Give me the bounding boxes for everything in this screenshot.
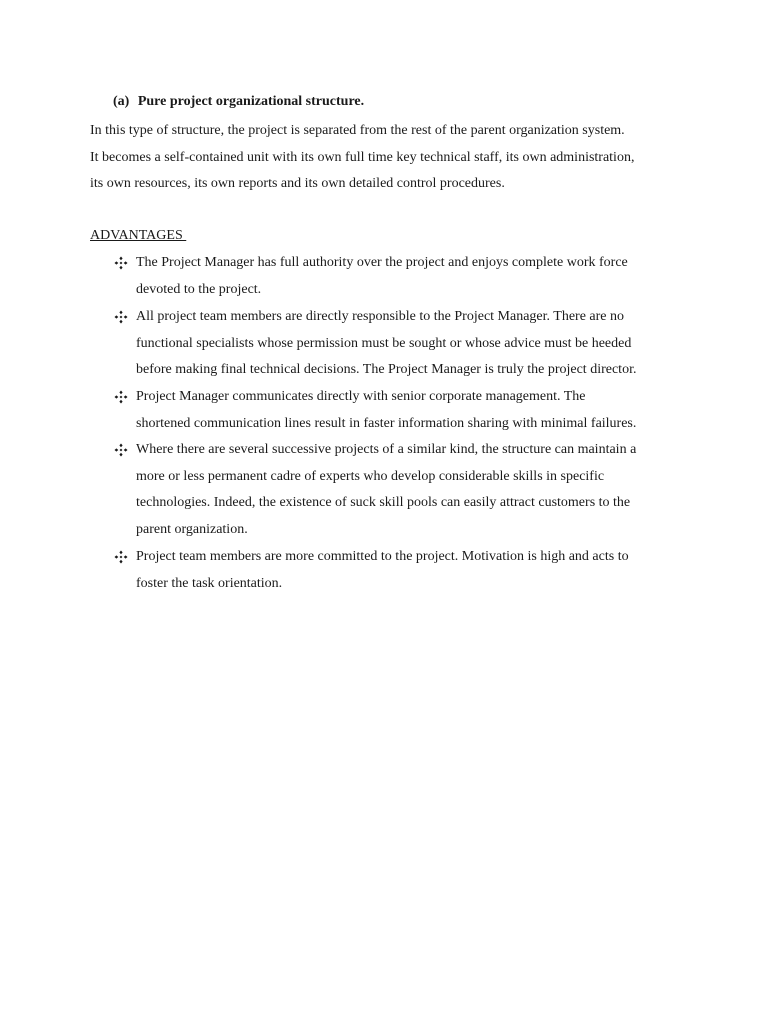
diamond-bullet-icon — [114, 437, 128, 464]
diamond-bullet-icon — [114, 544, 128, 571]
advantage-text — [136, 304, 696, 384]
advantage-text — [136, 544, 696, 597]
advantage-line: technologies. Indeed, the existence of suck skill pools can easily attract customers to the — [136, 495, 631, 511]
intro-paragraph — [90, 118, 690, 198]
advantage-line: shortened communication lines result in faster information sharing with minimal failures. — [136, 415, 637, 431]
advantage-line: more or less permanent cadre of experts who develop considerable skills in specific — [136, 468, 605, 484]
diamond-bullet-icon — [114, 384, 128, 411]
section-number: (a) — [113, 94, 130, 109]
advantage-line: devoted to the project. — [136, 281, 262, 297]
advantage-line: functional specialists whose permission must be sought or whose advice must be heeded — [136, 335, 632, 351]
advantages-title: ADVANTAGES — [90, 228, 187, 243]
advantage-text — [136, 250, 696, 303]
section-title: Pure project organizational structure. — [137, 94, 365, 109]
advantage-text — [136, 437, 696, 544]
diamond-bullet-icon — [114, 250, 128, 277]
advantage-line: The Project Manager has full authority over the project and enjoys complete work force — [136, 255, 628, 270]
intro-line: its own resources, its own reports and its own detailed control procedures. — [90, 176, 505, 192]
intro-line: In this type of structure, the project is separated from the rest of the parent organization system. — [90, 123, 625, 138]
advantage-line: Project Manager communicates directly with senior corporate management. The — [136, 389, 586, 404]
intro-line: It becomes a self-contained unit with its own full time key technical staff, its own administration, — [90, 149, 635, 165]
advantage-line: All project team members are directly responsible to the Project Manager. There are no — [136, 309, 625, 324]
advantage-line: before making final technical decisions. The Project Manager is truly the project director. — [136, 362, 637, 378]
section-heading — [113, 92, 364, 112]
advantage-line: Project team members are more committed to the project. Motivation is high and acts to — [136, 549, 629, 564]
diamond-bullet-icon — [114, 304, 128, 331]
advantage-text — [136, 384, 696, 437]
advantage-line: foster the task orientation. — [136, 575, 283, 591]
advantage-line: parent organization. — [136, 522, 248, 538]
advantage-line: Where there are several successive projects of a similar kind, the structure can maintain a — [136, 442, 637, 457]
